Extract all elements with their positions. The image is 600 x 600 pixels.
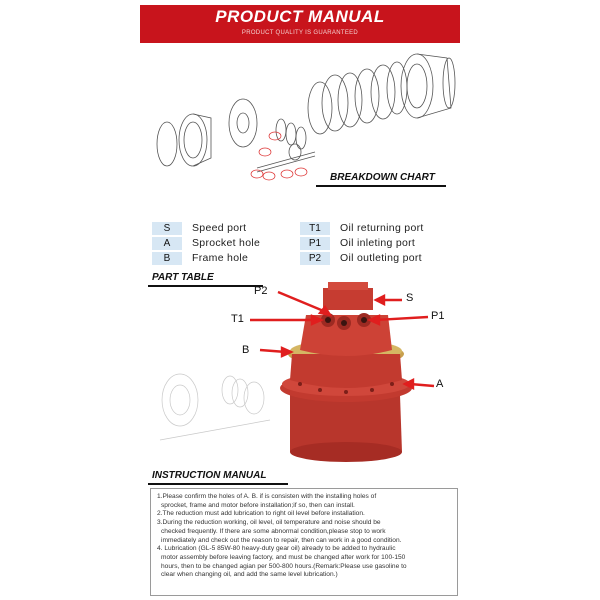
instruction-line: sprocket, frame and motor before installation;if so, then can install. — [161, 501, 355, 509]
banner-subtitle: PRODUCT QUALITY IS GUARANTEED — [241, 30, 359, 36]
breakdown-underline — [316, 185, 446, 187]
label-a: Sprocket hole — [192, 237, 261, 249]
label-p1: Oil inleting port — [340, 237, 416, 249]
callout-s: S — [406, 292, 414, 304]
table-row — [152, 222, 448, 236]
label-b: Frame hole — [192, 252, 249, 264]
callout-p1: P1 — [431, 310, 445, 322]
callout-p2: P2 — [254, 285, 268, 297]
instruction-line: 1.Please confirm the holes of A. B. if is consisten with the installing holes of — [157, 493, 377, 500]
callout-b: B — [242, 344, 250, 356]
label-p2: Oil outleting port — [340, 252, 422, 264]
table-row — [152, 252, 448, 266]
breakdown-title: BREAKDOWN CHART — [330, 172, 435, 183]
label-t1: Oil returning port — [340, 222, 424, 234]
code-p2: P2 — [300, 252, 330, 265]
instruction-line: 3.During the reduction working, oil level, oil temperature and noise should be — [157, 519, 381, 527]
instruction-line: immediately and check out the reason to repair, then can work in a good condition. — [161, 536, 402, 544]
instruction-line: clear when changing oil, and add the same level lubrication.) — [161, 571, 338, 579]
part-table-title: PART TABLE — [152, 272, 214, 283]
motor-illustration — [140, 280, 460, 470]
callout-t1: T1 — [231, 313, 244, 325]
instruction-line: motor assembly before leaving factory, and must be changed after work for 100-150 — [161, 553, 406, 561]
code-a: A — [152, 237, 182, 250]
instruction-line: 4. Lubrication (GL-5 85W-80 heavy-duty gear oil) already to be added to hydraulic — [157, 545, 396, 553]
instruction-box — [150, 488, 458, 596]
code-s: S — [152, 222, 182, 235]
code-b: B — [152, 252, 182, 265]
instruction-title: INSTRUCTION MANUAL — [152, 470, 267, 481]
banner-title: PRODUCT MANUAL — [215, 7, 385, 26]
header-banner — [140, 5, 460, 43]
instruction-line: 2.The reduction must add lubrication to right oil level before installation. — [157, 510, 365, 518]
breakdown-diagram — [145, 48, 465, 183]
instruction-text — [157, 493, 453, 580]
instruction-line: checked frequently. If there are some abnormal condition,please stop to work — [161, 527, 386, 535]
code-p1: P1 — [300, 237, 330, 250]
instruction-underline — [148, 483, 288, 485]
label-s: Speed port — [192, 222, 247, 234]
instruction-line: hours, then to be changed agian per 500-800 hours.(Remark:Please use gasoline to — [161, 562, 407, 570]
callout-a: A — [436, 378, 444, 390]
table-row — [152, 237, 448, 251]
code-t1: T1 — [300, 222, 330, 235]
